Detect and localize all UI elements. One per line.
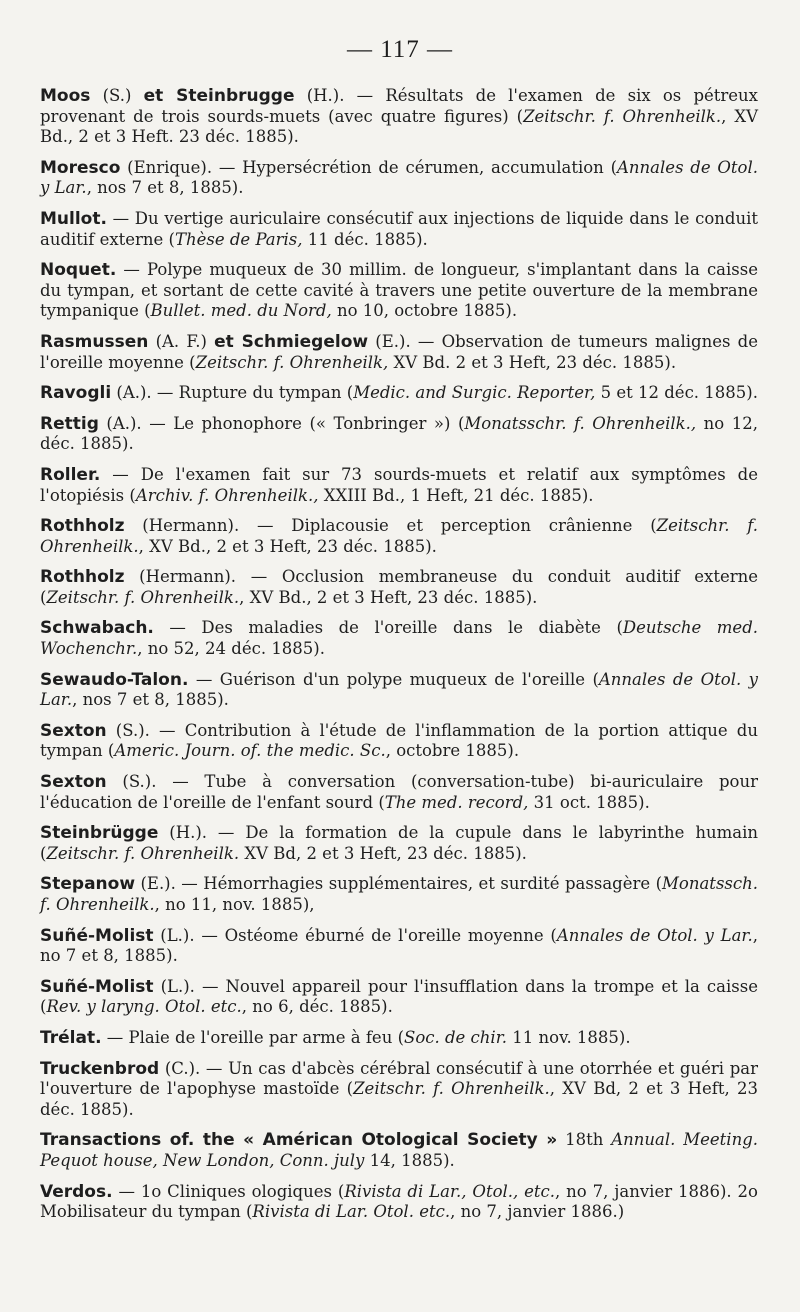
entry-author: Stepanow [40,874,136,895]
entry-source-title: Monatssch. f. Ohrenheilk. [40,874,758,914]
bibliography-entry [40,383,758,404]
entry-text: , XV Bd., 2 et 3 Heft. 23 déc. 1885). [40,106,759,147]
entry-author: Sexton [40,720,107,741]
entry-source-title: Zeitschr. f. Ohrenheilk, [195,352,389,372]
bibliography-entry [40,209,758,250]
entry-text: (S.) [90,86,144,105]
entry-source-title: Annual. Meeting. Pequot house, New London, Conn. july [40,1130,758,1170]
entry-text: , octobre 1885). [385,741,520,761]
entry-author: Sexton [40,772,107,793]
entry-text: (L.). — Ostéome éburné de l'oreille moyenne ( [153,925,557,945]
entry-text: (Enrique). — Hypersécrétion de cérumen, accumulation ( [120,157,618,177]
entry-source-title: Soc. de chir. [404,1027,508,1047]
entry-text: (Hermann). — Occlusion membraneuse du conduit auditif externe ( [40,567,758,607]
entry-text: (H.). — Résultats de l'examen de six os pétreux provenant de trois sourds-muets (avec quatre figures) ( [40,86,758,126]
bibliography-entry [40,823,758,864]
entry-author: Suñé-Molist [40,976,154,997]
entry-text: (H.). — De la formation de la cupule dans le labyrinthe humain ( [40,823,758,863]
entry-source-title: Monatsschr. f. Ohrenheilk., [464,413,697,433]
entry-source-title: Zeitschr. f. Ohrenheilk. [353,1079,550,1099]
bibliography-entry [40,670,758,711]
entry-source-title: Americ. Journ. of. the medic. Sc. [114,741,386,761]
entry-author: Trélat. [40,1027,102,1048]
bibliography-entry [40,516,758,557]
entry-text: no 10, octobre 1885). [331,301,518,321]
entry-text: , no 52, 24 déc. 1885). [137,639,325,659]
bibliography-entry [40,465,758,506]
entry-author: Noquet. [40,260,117,281]
entry-text: 11 nov. 1885). [507,1027,631,1047]
entry-text: — Polype muqueux de 30 millim. de longueur, s'implantant dans la caisse du tympan, et sortant de cette cavité à travers une petite ouverture de la membrane tympanique ( [40,260,758,321]
bibliography-entry [40,874,758,915]
entry-text: , nos 7 et 8, 1885). [86,178,244,198]
entry-source-title: Deutsche med. Wochenchr. [40,618,758,659]
entry-text: , no 7, janvier 1886). 2o Mobilisateur du tympan ( [40,1181,758,1222]
entry-source-title: Zeitschr. f. Ohrenheilk. [46,587,240,607]
entry-author: Ravogli [40,383,112,404]
entry-text: 18th [557,1130,612,1150]
entry-author: Sewaudo-Talon. [40,669,189,690]
entry-text: , XV Bd., 2 et 3 Heft, 23 déc. 1885). [239,587,538,607]
entry-source-title: Medic. and Surgic. Reporter, [353,383,596,403]
bibliography-entry [40,1182,758,1223]
entry-text: , XV Bd., 2 et 3 Heft, 23 déc. 1885). [138,536,437,556]
entry-text: (L.). — Nouvel appareil pour l'insufflation dans la trompe et la caisse ( [40,976,758,1017]
entry-author: Roller. [40,464,101,485]
entry-text: XXIII Bd., 1 Heft, 21 déc. 1885). [318,485,594,505]
bibliography-entry [40,86,758,148]
bibliography-entry [40,772,758,813]
entry-source-title: Zeitschr. f. Ohrenheilk. [40,516,758,556]
bibliography-entry [40,1130,758,1171]
entry-text: 11 déc. 1885). [302,229,428,249]
entry-text: — De l'examen fait sur 73 sourds-muets et relatif aux symptômes de l'otopiésis ( [40,464,758,505]
entry-text: (S.). — Tube à conversation (conversation-tube) bi-auriculaire pour l'éducation de l'oreille de l'enfant sourd ( [40,772,758,812]
entry-author: Rasmussen [40,331,149,352]
entry-author: Mullot. [40,208,107,229]
page-number: — 117 — [346,36,454,63]
entry-source-title: Rivista di Lar., Otol., etc. [344,1181,556,1201]
entry-text: — Plaie de l'oreille par arme à feu ( [101,1027,405,1047]
entry-text: (A.). — Rupture du tympan ( [111,383,354,403]
entry-author: Moresco [40,157,121,178]
entry-text: , no 7, janvier 1886.) [450,1202,625,1222]
entry-text: — Des maladies de l'oreille dans le diabète ( [153,618,623,638]
bibliography-entry [40,1059,758,1121]
entry-source-title: The med. record, [384,792,529,812]
entry-text: no 12, déc. 1885). [40,413,758,454]
entry-text: , no 6, déc. 1885). [241,997,393,1017]
entry-text: , nos 7 et 8, 1885). [72,690,229,710]
bibliography-entry [40,158,758,199]
entry-text: (E.). — Observation de tumeurs malignes de l'oreille moyenne ( [40,331,758,372]
entry-text: — 1o Cliniques ologiques ( [112,1181,345,1201]
entry-text: , no 7 et 8, 1885). [40,925,758,966]
entry-author: Steinbrügge [40,823,159,844]
entry-source-title: Archiv. f. Ohrenheilk., [135,485,319,505]
bibliography-entry [40,977,758,1018]
bibliography-list [40,86,758,1233]
entry-text: XV Bd. 2 et 3 Heft, 23 déc. 1885). [388,352,677,372]
bibliography-entry [40,567,758,608]
entry-text: (Hermann). — Diplacousie et perception crânienne ( [124,516,657,536]
entry-source-title: Bullet. med. du Nord, [150,301,332,321]
entry-author: Moos [40,86,91,106]
bibliography-entry [40,721,758,762]
bibliography-entry [40,1028,758,1049]
entry-text: (S.). — Contribution à l'étude de l'inflammation de la portion attique du tympan ( [40,720,758,761]
entry-text: XV Bd, 2 et 3 Heft, 23 déc. 1885). [239,843,527,863]
entry-text: (A. F.) [148,331,215,351]
entry-text: — Du vertige auriculaire consécutif aux injections de liquide dans le conduit auditif externe ( [40,208,758,249]
entry-source-title: Annales de Otol. y Lar. [40,157,758,198]
entry-source-title: Thèse de Paris, [175,229,303,249]
bibliography-entry [40,618,758,659]
bibliography-entry [40,332,758,373]
entry-text: — Guérison d'un polype muqueux de l'oreille ( [188,669,599,689]
entry-text: (A.). — Le phonophore (« Tonbringer ») ( [98,413,465,433]
entry-text: , no 11, nov. 1885), [154,895,315,914]
entry-author: Rothholz [40,516,125,537]
entry-author: Rettig [40,413,99,434]
entry-text: , XV Bd, 2 et 3 Heft, 23 déc. 1885). [40,1079,758,1119]
entry-author: Truckenbrod [40,1058,160,1079]
entry-author: Verdos. [40,1181,113,1202]
entry-source-title: Zeitschr. f. Ohrenheilk. [523,106,722,126]
entry-text: (C.). — Un cas d'abcès cérébral consécutif à une otorrhée et guéri par l'ouverture de l'apophyse mastoïde ( [40,1058,758,1099]
entry-author: et Schmiegelow [214,331,369,352]
entry-text: 5 et 12 déc. 1885). [595,383,758,403]
entry-source-title: Rev. y laryng. Otol. etc. [46,997,242,1017]
bibliography-entry [40,260,758,322]
entry-author: et Steinbrugge [143,86,295,106]
entry-author: Rothholz [40,567,125,588]
entry-source-title: Rivista di Lar. Otol. etc. [252,1202,451,1222]
entry-source-title: Annales de Otol. y Lar. [40,669,758,710]
bibliography-entry [40,926,758,967]
entry-author: Transactions of. the « Américan Otological Society » [40,1130,558,1151]
entry-text: (E.). — Hémorrhagies supplémentaires, et surdité passagère ( [135,874,663,894]
entry-author: Schwabach. [40,618,154,639]
entry-author: Suñé-Molist [40,925,154,946]
entry-text: 14, 1885). [364,1150,455,1170]
entry-source-title: Annales de Otol. y Lar. [556,925,753,945]
entry-text: 31 oct. 1885). [528,792,650,812]
entry-source-title: Zeitschr. f. Ohrenheilk. [46,843,240,863]
bibliography-entry [40,414,758,455]
